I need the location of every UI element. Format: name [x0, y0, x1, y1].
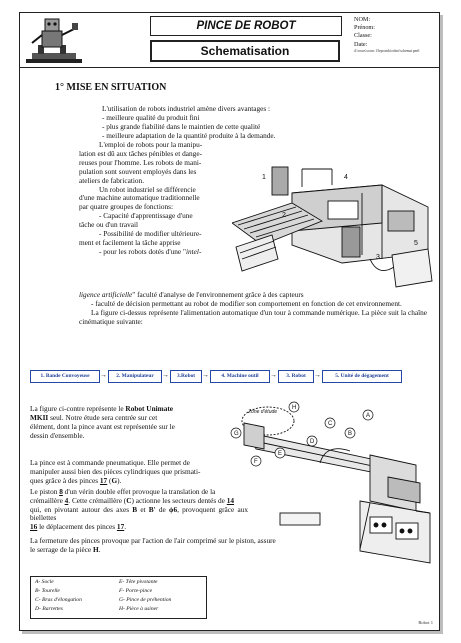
text-span: ). — [117, 475, 122, 485]
chain-step-robot: 3.Robot — [170, 370, 202, 383]
worksheet-title: PINCE DE ROBOT — [150, 16, 342, 36]
chain-step-machine-tool: 4. Machine outil — [210, 370, 270, 383]
text-line: manipuler aussi bien des pièces cylindriques que prismati- — [30, 466, 201, 476]
text-span: 16 — [30, 522, 38, 532]
text-span: et — [137, 504, 149, 514]
legend-item: B- Tourelle — [35, 588, 60, 594]
chain-step-robot-return: 3. Robot — [278, 370, 314, 383]
student-fields — [354, 16, 438, 54]
callout-label: G — [234, 431, 239, 437]
page-footer: Robot 1 — [418, 620, 433, 625]
text-span: C — [126, 495, 132, 505]
machine-number-label: 3 — [376, 254, 380, 261]
text-span: " faculté d'analyse de l'environnement grâce à des capteurs — [132, 290, 304, 299]
robot-description-left — [30, 405, 220, 441]
text-span: ligence artificielle — [79, 290, 133, 299]
text-line: d'une machine automatique traditionnelle — [79, 193, 200, 203]
arrow-right-icon: → — [100, 371, 107, 379]
machine-number-label: 4 — [344, 174, 348, 181]
text-line: La fermeture des pinces provoque par l'action de l'air comprimé sur le piston, assure — [30, 536, 276, 545]
callout-label: E — [278, 451, 283, 457]
text-span: , provoquent grâce aux biellettes — [30, 504, 248, 523]
field-nom: NOM: — [354, 16, 371, 23]
legend-item: D- Barrettes — [35, 606, 63, 612]
text-span: Le piston — [30, 486, 60, 496]
arrow-right-icon: → — [270, 371, 277, 379]
text-span: La figure ci-contre représente le — [30, 404, 126, 413]
text-span: 4 — [64, 495, 69, 505]
text-line — [30, 523, 248, 532]
text-line: - faculté de décision permettant au robot de modifier son comportement en fonction de cet environnement. — [91, 298, 402, 308]
file-path-note: d:\cours\cours 1\lepronda\robot\schemat.pm6 — [354, 48, 420, 53]
machine-number-label: 2 — [282, 212, 286, 219]
callout-label: B — [348, 431, 353, 437]
machine-number-label: 1 — [262, 174, 266, 181]
text-span: le serrage de la pièce — [30, 544, 93, 554]
text-span: B — [132, 504, 138, 514]
text-line — [30, 477, 248, 486]
text-span: . — [98, 544, 101, 554]
text-line: élément, dont la pince avant est représentée sur le — [30, 421, 175, 431]
unimate-robot-illustration — [220, 393, 434, 589]
text-line: Un robot industriel se différencie — [99, 184, 196, 194]
text-span: 14 — [226, 495, 235, 505]
text-span: le déplacement des pinces — [37, 522, 117, 532]
callout-label: A — [366, 413, 371, 419]
field-prenom: Prénom: — [354, 24, 375, 32]
text-span: Robot Unimate — [125, 404, 174, 413]
machine-number-label: 5 — [414, 240, 418, 247]
field-classe: Classe: — [354, 32, 372, 40]
legend-item: F- Porte-pince — [119, 588, 153, 594]
text-span: 8 — [59, 486, 63, 496]
text-span: . — [124, 522, 127, 532]
text-line: par quatre groupes de fonctions: — [79, 202, 174, 212]
callout-label: F — [254, 459, 258, 465]
text-line: - Capacité d'apprentissage d'une — [99, 211, 193, 221]
chain-step-clearing-unit: 5. Unité de dégagement — [322, 370, 402, 383]
functions-continued — [79, 291, 427, 327]
text-span: ) actionne les secteurs dentés de — [131, 495, 227, 505]
text-line: L'emploi de robots pour la manipu- — [99, 140, 203, 149]
callout-label: D — [310, 439, 315, 445]
legend-item: C- Bras d'élongation — [35, 597, 82, 603]
text-line: ateliers de fabrication. — [79, 175, 145, 185]
text-span: B' — [148, 504, 156, 514]
field-date: Date: — [354, 40, 368, 48]
text-span: ϕ6 — [168, 504, 178, 514]
legend-item: H- Pièce à usiner — [119, 606, 159, 612]
text-span: ( — [107, 475, 112, 485]
worksheet-page — [19, 12, 440, 631]
zone-label: Zone d'étude — [248, 409, 278, 415]
text-line — [79, 248, 229, 257]
text-span: intel- — [185, 246, 202, 256]
text-line: reuses pour l'homme. Les robots de mani- — [79, 157, 202, 167]
text-line: La pince est à commande pneumatique. Elle permet de — [30, 458, 190, 467]
text-line: tâche ou d'un travail — [79, 220, 139, 230]
legend-item: E- Tête pivotante — [119, 579, 158, 585]
legend-item: A- Socle — [35, 579, 54, 585]
lathe-feeding-illustration — [232, 163, 434, 289]
arrow-right-icon: → — [162, 371, 169, 379]
text-span: - pour les robots dotés d'une " — [99, 246, 186, 256]
text-span: ques grâce à des pinces — [30, 475, 100, 485]
functions-paragraphs — [79, 141, 229, 257]
chain-step-manipulator: 2. Manipulateur — [108, 370, 162, 383]
text-line: ment et facilement la tâche apprise — [79, 237, 181, 247]
advantage-item: - meilleure qualité du produit fini — [102, 112, 200, 122]
arrow-right-icon: → — [314, 371, 321, 379]
text-span: 17 — [116, 522, 125, 532]
text-line: - Possibilité de modifier ultérieure- — [99, 229, 202, 239]
text-span: . Cette crémaillère ( — [68, 495, 127, 505]
text-span: G — [111, 475, 118, 485]
callout-label: H — [292, 405, 297, 411]
text-line — [30, 506, 248, 524]
robot-description-mid — [30, 459, 248, 532]
text-line: lation est dû aux tâches pénibles et dange- — [79, 148, 202, 158]
section-heading: 1° MISE EN SITUATION — [55, 82, 167, 93]
text-span: qui, en pivotant autour des axes — [30, 504, 133, 514]
callout-label: C — [328, 421, 333, 427]
legend-item: G- Pince de préhention — [119, 597, 172, 603]
text-span: H — [93, 544, 99, 554]
advantages-block — [102, 105, 342, 141]
header — [20, 13, 439, 68]
text-span: seul. Notre étude sera centrée sur cet — [48, 412, 158, 422]
advantage-item: - meilleure adaptation de la quantité produite à la demande. — [102, 130, 276, 140]
text-span: crémaillère — [30, 495, 65, 505]
text-span: MKII — [30, 412, 49, 422]
text-span: 17 — [99, 475, 108, 485]
advantage-item: - plus grande fiabilité dans le maintien de cette qualité — [102, 121, 261, 131]
arrow-right-icon: → — [202, 371, 209, 379]
chain-step-conveyor: 1. Bande Convoyeuse — [30, 370, 100, 383]
worksheet-subtitle: Schematisation — [150, 40, 340, 62]
text-line: dessin d'ensemble. — [30, 430, 85, 440]
advantages-title: L'utilisation de robots industriel amène divers avantages : — [102, 104, 271, 113]
text-line: pulation sont souvent employés dans les — [79, 166, 197, 176]
text-span: d'un vérin double effet provoque la translation de la — [62, 486, 216, 496]
text-span: de — [155, 504, 169, 514]
component-legend — [30, 576, 207, 619]
mascot-logo — [24, 15, 84, 65]
figure-note: La figure ci-dessus représente l'alimentation automatique d'un tour à commande numérique. La pièce suit la chaîne cinématique suivante: — [79, 307, 427, 326]
kinematic-chain — [30, 370, 430, 382]
